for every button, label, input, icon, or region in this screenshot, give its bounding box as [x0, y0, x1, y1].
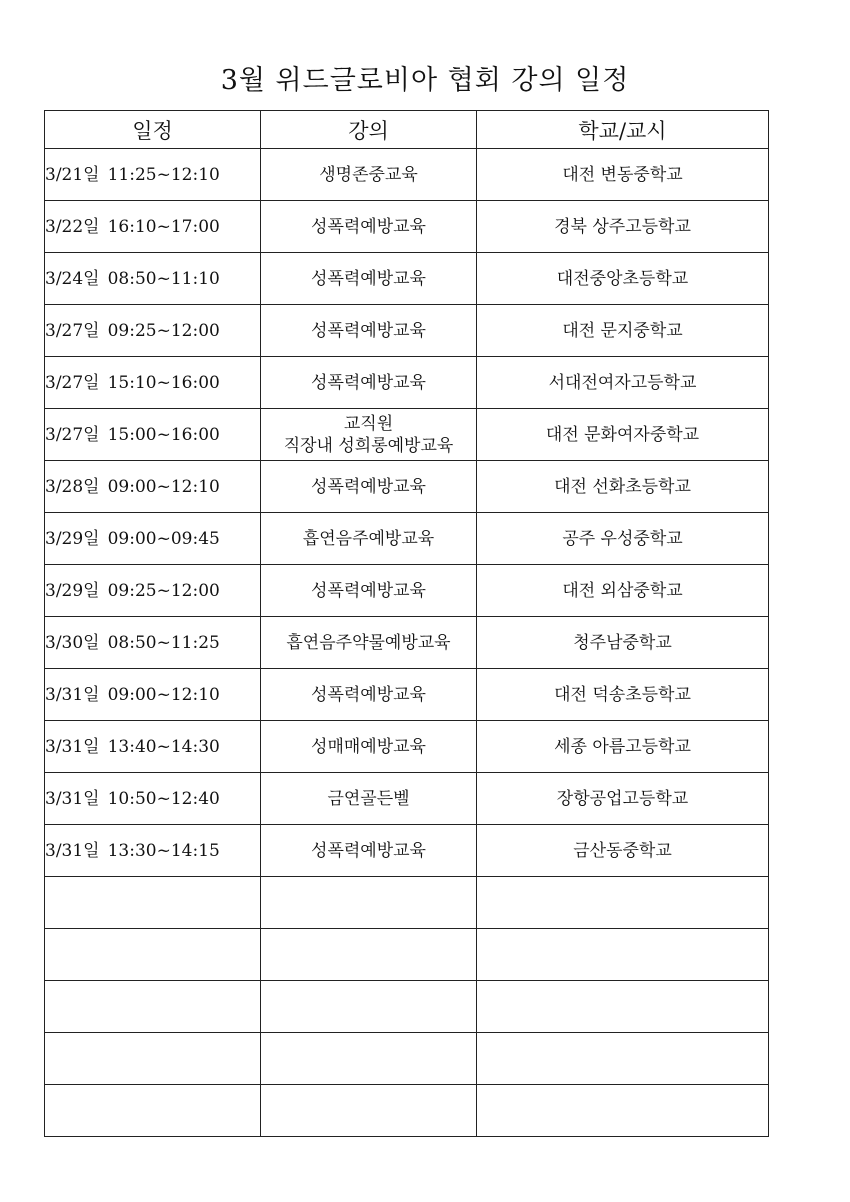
- table-row: [45, 409, 769, 461]
- school-cell: [477, 825, 769, 877]
- column-header-lecture: 강의: [261, 111, 477, 149]
- schedule-cell: [45, 773, 261, 825]
- table-row: [45, 565, 769, 617]
- school-cell: [477, 409, 769, 461]
- school-cell: [477, 929, 769, 981]
- lecture-name: 성폭력예방교육: [311, 320, 426, 341]
- school-cell: [477, 1085, 769, 1137]
- schedule-time: 09:00~12:10: [107, 476, 220, 497]
- school-cell: [477, 1033, 769, 1085]
- school-cell: [477, 149, 769, 201]
- school-name: 대전 문지중학교: [562, 320, 683, 341]
- lecture-cell: [261, 357, 477, 409]
- school-cell: [477, 305, 769, 357]
- lecture-cell: [261, 929, 477, 981]
- lecture-name: 생명존중교육: [319, 164, 418, 185]
- schedule-cell: [45, 357, 261, 409]
- schedule-cell: [45, 669, 261, 721]
- schedule-date: 3/29일: [45, 528, 100, 549]
- lecture-cell: [261, 1033, 477, 1085]
- schedule-cell: [45, 617, 261, 669]
- lecture-name: 성폭력예방교육: [311, 684, 426, 705]
- school-cell: [477, 461, 769, 513]
- schedule-date: 3/24일: [45, 268, 100, 289]
- table-row: [45, 357, 769, 409]
- table-row: [45, 669, 769, 721]
- table-row: [45, 617, 769, 669]
- schedule-table: [44, 110, 769, 1137]
- schedule-cell: [45, 981, 261, 1033]
- schedule-cell: [45, 253, 261, 305]
- table-body: [45, 149, 769, 1137]
- lecture-name: 성폭력예방교육: [311, 476, 426, 497]
- lecture-name: 성폭력예방교육: [311, 840, 426, 861]
- school-name: 경북 상주고등학교: [554, 216, 691, 237]
- table-row: [45, 1085, 769, 1137]
- table-row: [45, 825, 769, 877]
- lecture-cell: [261, 773, 477, 825]
- school-cell: [477, 721, 769, 773]
- lecture-cell: [261, 513, 477, 565]
- schedule-time: 09:25~12:00: [107, 580, 220, 601]
- table-row: [45, 513, 769, 565]
- school-cell: [477, 773, 769, 825]
- school-name: 서대전여자고등학교: [548, 372, 697, 393]
- table-row: [45, 149, 769, 201]
- schedule-time: 09:00~09:45: [107, 528, 220, 549]
- schedule-date: 3/28일: [45, 476, 100, 497]
- schedule-cell: [45, 825, 261, 877]
- schedule-time: 08:50~11:25: [107, 632, 220, 653]
- schedule-date: 3/30일: [45, 632, 100, 653]
- table-row: [45, 981, 769, 1033]
- school-cell: [477, 357, 769, 409]
- lecture-name: 성폭력예방교육: [311, 216, 426, 237]
- school-cell: [477, 201, 769, 253]
- lecture-name: 흡연음주예방교육: [302, 528, 435, 549]
- schedule-cell: [45, 1033, 261, 1085]
- schedule-cell: [45, 721, 261, 773]
- lecture-name: 교직원: [343, 413, 394, 434]
- schedule-time: 10:50~12:40: [107, 788, 220, 809]
- lecture-name: 금연골든벨: [327, 788, 410, 809]
- table-row: [45, 877, 769, 929]
- table-row: [45, 721, 769, 773]
- school-name: 대전 외삼중학교: [562, 580, 683, 601]
- school-name: 공주 우성중학교: [562, 528, 683, 549]
- schedule-date: 3/31일: [45, 684, 100, 705]
- table-row: [45, 253, 769, 305]
- lecture-cell: [261, 305, 477, 357]
- schedule-time: 08:50~11:10: [107, 268, 220, 289]
- school-cell: [477, 617, 769, 669]
- schedule-time: 15:10~16:00: [107, 372, 220, 393]
- school-cell: [477, 253, 769, 305]
- schedule-cell: [45, 565, 261, 617]
- column-header-schedule: 일정: [45, 111, 261, 149]
- school-name: 세종 아름고등학교: [554, 736, 691, 757]
- schedule-date: 3/27일: [45, 372, 100, 393]
- table-row: [45, 201, 769, 253]
- table-row: [45, 305, 769, 357]
- schedule-date: 3/29일: [45, 580, 100, 601]
- table-row: [45, 929, 769, 981]
- schedule-date: 3/31일: [45, 840, 100, 861]
- schedule-time: 09:00~12:10: [107, 684, 220, 705]
- table-header-row: [45, 111, 769, 149]
- lecture-cell: [261, 461, 477, 513]
- schedule-cell: [45, 513, 261, 565]
- school-cell: [477, 669, 769, 721]
- schedule-cell: [45, 305, 261, 357]
- schedule-cell: [45, 929, 261, 981]
- lecture-cell: [261, 565, 477, 617]
- lecture-cell: [261, 981, 477, 1033]
- school-name: 청주남중학교: [573, 632, 672, 653]
- table-row: [45, 1033, 769, 1085]
- schedule-cell: [45, 461, 261, 513]
- lecture-cell: [261, 669, 477, 721]
- lecture-cell: [261, 617, 477, 669]
- school-name: 대전 선화초등학교: [554, 476, 691, 497]
- schedule-time: 13:40~14:30: [107, 736, 220, 757]
- schedule-date: 3/21일: [45, 164, 100, 185]
- lecture-cell: [261, 1085, 477, 1137]
- lecture-cell: [261, 877, 477, 929]
- school-name: 대전 문화여자중학교: [545, 424, 700, 445]
- schedule-cell: [45, 1085, 261, 1137]
- lecture-cell: [261, 409, 477, 461]
- table-row: [45, 461, 769, 513]
- lecture-cell: [261, 253, 477, 305]
- schedule-cell: [45, 877, 261, 929]
- lecture-cell: [261, 825, 477, 877]
- schedule-date: 3/31일: [45, 736, 100, 757]
- lecture-name: 직장내 성희롱예방교육: [283, 435, 454, 456]
- schedule-date: 3/27일: [45, 320, 100, 341]
- school-cell: [477, 565, 769, 617]
- table-row: [45, 773, 769, 825]
- schedule-cell: [45, 149, 261, 201]
- column-header-school: 학교/교시: [477, 111, 769, 149]
- school-cell: [477, 981, 769, 1033]
- page-title: 3월 위드글로비아 협회 강의 일정: [220, 65, 630, 96]
- lecture-name: 흡연음주약물예방교육: [286, 632, 451, 653]
- schedule-time: 13:30~14:15: [107, 840, 220, 861]
- schedule-cell: [45, 409, 261, 461]
- lecture-name: 성폭력예방교육: [311, 580, 426, 601]
- schedule-cell: [45, 201, 261, 253]
- school-name: 대전중앙초등학교: [556, 268, 689, 289]
- schedule-date: 3/22일: [45, 216, 100, 237]
- lecture-cell: [261, 721, 477, 773]
- lecture-name: 성매매예방교육: [311, 736, 426, 757]
- school-name: 대전 변동중학교: [562, 164, 683, 185]
- schedule-time: 16:10~17:00: [107, 216, 220, 237]
- school-name: 금산동중학교: [573, 840, 672, 861]
- lecture-cell: [261, 201, 477, 253]
- schedule-date: 3/31일: [45, 788, 100, 809]
- lecture-name: 성폭력예방교육: [311, 372, 426, 393]
- school-cell: [477, 877, 769, 929]
- lecture-name: 성폭력예방교육: [311, 268, 426, 289]
- schedule-date: 3/27일: [45, 424, 100, 445]
- schedule-time: 11:25~12:10: [107, 164, 220, 185]
- school-name: 대전 덕송초등학교: [554, 684, 691, 705]
- school-name: 장항공업고등학교: [556, 788, 689, 809]
- school-cell: [477, 513, 769, 565]
- schedule-time: 09:25~12:00: [107, 320, 220, 341]
- schedule-time: 15:00~16:00: [107, 424, 220, 445]
- lecture-cell: [261, 149, 477, 201]
